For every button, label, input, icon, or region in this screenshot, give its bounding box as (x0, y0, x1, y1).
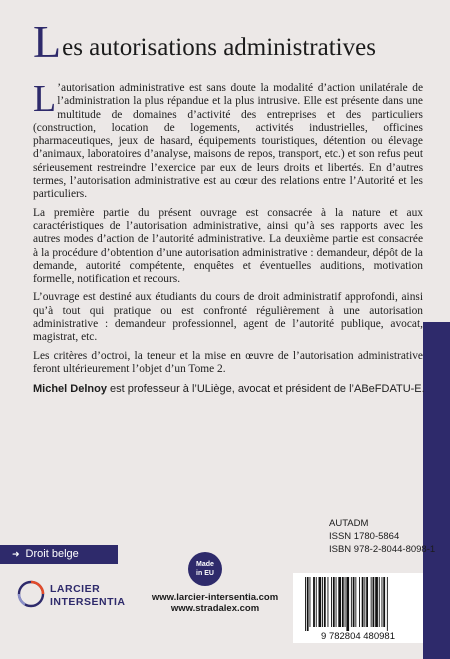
blurb (33, 78, 423, 381)
barcode-bar (375, 577, 378, 627)
author-name: Michel Delnoy (33, 383, 107, 395)
blurb-paragraph-1-text: ’autorisation administrative est sans doute la modalité d’action unilatérale de l’administration la plus répandue et la plus intrusive. Elle est présente dans une multitude de domaines d’activité des entreprises et des particuliers (construction, location de logements, activités industrielles, officines pharmaceutiques, jeux de hasard, équipements touristiques, détention ou élevage d’animaux, laboratoires d’analyse, maisons de repos, transport, etc.) et son refus peut sérieusement restreindre l’exercice par eux de leurs droits et libertés. En d’autres termes, l’autorisation administrative est au cœur des relations entre l’Autorité et les particuliers. (33, 82, 423, 201)
collection-bar (0, 545, 118, 564)
arrow-right-icon: ➜ (12, 549, 20, 559)
barcode-bar (305, 577, 306, 631)
barcode-bar (379, 577, 380, 627)
blurb-paragraph-3: L’ouvrage est destiné aux étudiants du cours de droit administratif approfondi, ainsi qu’à tout qui pratique ou est confronté régulièrement à une autorisation administrative : demandeur professionnel, agent de l’autorité publique, avocat, magistrat, etc. (33, 291, 423, 344)
barcode-bar (322, 577, 323, 627)
barcode-bar (331, 577, 332, 627)
blurb-paragraph-4: Les critères d’octroi, la teneur et la mise en œuvre de l’autorisation administrative feront ultérieurement l’objet d’un Tome 2. (33, 349, 423, 375)
barcode-bar (371, 577, 372, 627)
barcode-digits: 9 782804 480981 (321, 631, 395, 642)
title-rest: es autorisations administratives (62, 34, 376, 61)
barcode-bar (342, 577, 344, 627)
barcode-bar (351, 577, 352, 627)
barcode-bar (324, 577, 326, 627)
author-description: est professeur à l’ULiège, avocat et président de l’ABeFDATU-E. (106, 383, 425, 395)
barcode-bar (355, 577, 356, 627)
barcode-bar (359, 577, 360, 627)
barcode-bar (353, 577, 355, 627)
publisher-logo (16, 579, 146, 619)
barcode-bar (346, 577, 349, 631)
author-bio (33, 383, 428, 395)
issn-code: ISSN 1780-5864 (329, 531, 400, 542)
barcode-bar (382, 577, 383, 627)
barcode-bar (338, 577, 341, 627)
barcode-bar (364, 577, 365, 627)
made-in-eu-badge (188, 552, 222, 586)
side-band (423, 322, 450, 659)
book-title (33, 16, 433, 70)
publisher-name-line-1: LARCIER (50, 583, 101, 595)
barcode-bar (362, 577, 364, 627)
drop-cap: L (33, 78, 57, 120)
barcode-bar (310, 577, 311, 627)
barcode-bar (373, 577, 375, 627)
publisher-name-line-2: INTERSENTIA (50, 596, 126, 608)
publisher-logo-icon (16, 579, 46, 609)
collection-label: Droit belge (25, 548, 79, 560)
ref-code: AUTADM (329, 518, 369, 529)
barcode-bar (336, 577, 337, 627)
barcode-bar (319, 577, 322, 627)
blurb-paragraph-1 (33, 78, 423, 202)
barcode-bar (328, 577, 329, 627)
barcode-bar (366, 577, 368, 627)
book-codes (329, 517, 439, 556)
blurb-paragraph-2: La première partie du présent ouvrage est consacrée à la nature et aux caractéristiques de l’autorisation administrative, ainsi qu’à ses rapports avec les autres modes d’action de l’autorité administrative. La deuxième partie est consacrée à la procédure d’obtention d’une autorisation administrative : demandeur, dépôt de la demande, autorité compétente, enquêtes et éventuelles auditions, motivation formelle, notification et recours. (33, 206, 423, 286)
isbn-barcode (293, 573, 423, 643)
website-stradalex: www.stradalex.com (170, 603, 260, 614)
barcode-bar (313, 577, 315, 627)
barcode-bar (387, 577, 388, 631)
publisher-websites (150, 592, 280, 614)
badge-line-1: Made (196, 561, 214, 568)
isbn-code: ISBN 978-2-8044-8098-1 (329, 544, 436, 555)
website-larcier: www.larcier-intersentia.com (151, 592, 279, 603)
barcode-bar (333, 577, 335, 627)
barcode-bar (383, 577, 385, 627)
barcode-bar (345, 577, 346, 627)
barcode-bar (307, 577, 309, 631)
barcode-bar (316, 577, 317, 627)
title-initial: L (33, 16, 62, 67)
badge-line-2: in EU (196, 570, 214, 577)
publisher-name (50, 583, 126, 609)
